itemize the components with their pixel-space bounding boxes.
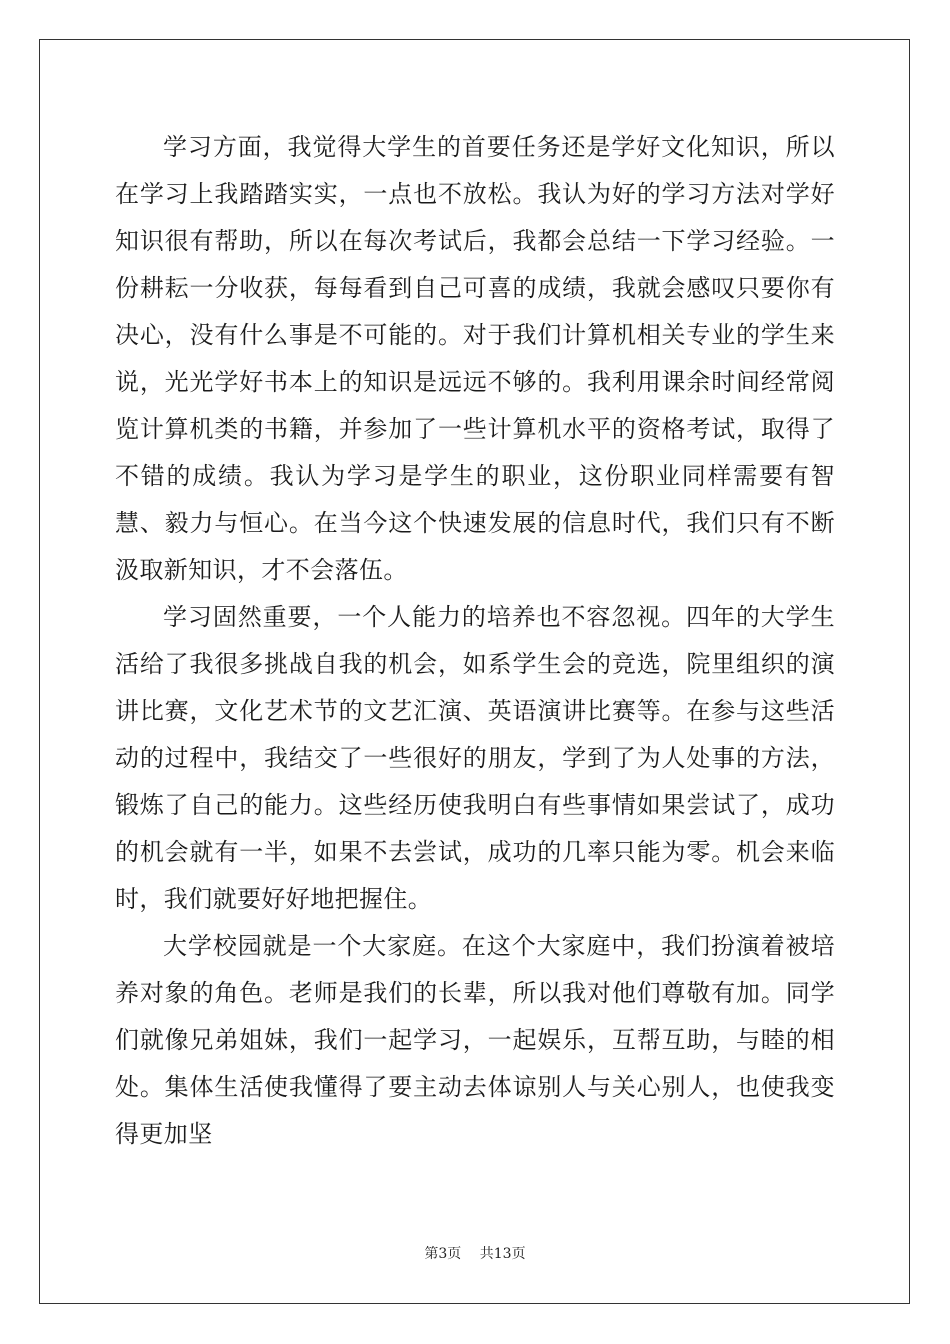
page-footer [0,1243,950,1263]
paragraph-campus-family: 大学校园就是一个大家庭。在这个大家庭中，我们扮演着被培养对象的角色。老师是我们的长辈，所以我对他们尊敬有加。同学们就像兄弟姐妹，我们一起学习，一起娱乐，互帮互助，与睦的相处。集体生活使我懂得了要主动去体谅别人与关心别人，也使我变得更加坚 [115,932,835,1148]
paragraph-abilities: 学习固然重要，一个人能力的培养也不容忽视。四年的大学生活给了我很多挑战自我的机会，如系学生会的竞选，院里组织的演讲比赛，文化艺术节的文艺汇演、英语演讲比赛等。在参与这些活动的过程中，我结交了一些很好的朋友，学到了为人处事的方法，锻炼了自己的能力。这些经历使我明白有些事情如果尝试了，成功的机会就有一半，如果不去尝试，成功的几率只能为零。机会来临时，我们就要好好地把握住。 [115,603,835,913]
total-page-count: 共13页 [479,1246,526,1262]
current-page-number: 第3页 [424,1246,462,1262]
paragraph-study: 学习方面，我觉得大学生的首要任务还是学好文化知识，所以在学习上我踏踏实实，一点也不放松。我认为好的学习方法对学好知识很有帮助，所以在每次考试后，我都会总结一下学习经验。一份耕耘一分收获，每每看到自己可喜的成绩，我就会感叹只要你有决心，没有什么事是不可能的。对于我们计算机相关专业的学生来说，光光学好书本上的知识是远远不够的。我利用课余时间经常阅览计算机类的书籍，并参加了一些计算机水平的资格考试，取得了不错的成绩。我认为学习是学生的职业，这份职业同样需要有智慧、毅力与恒心。在当今这个快速发展的信息时代，我们只有不断汲取新知识，才不会落伍。 [115,133,835,584]
document-body [115,124,835,1158]
